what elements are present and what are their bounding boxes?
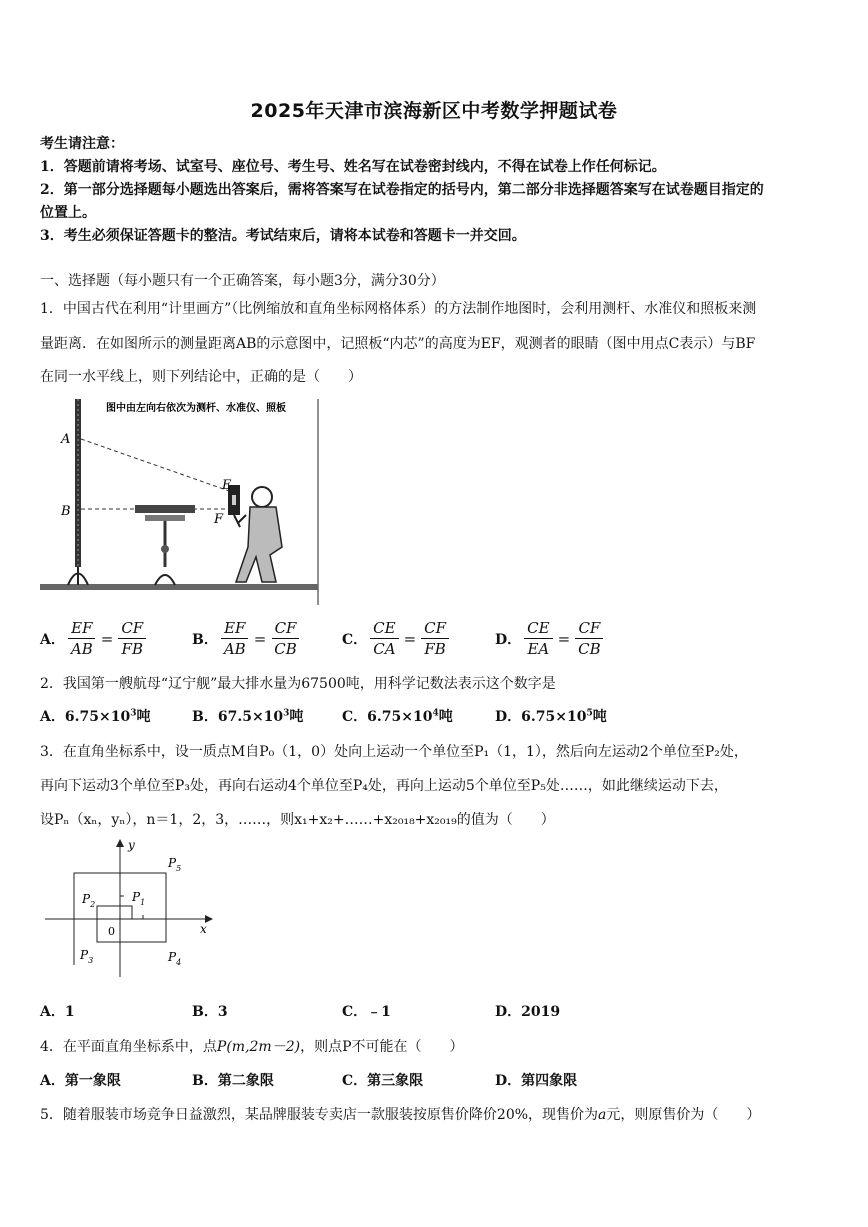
q3-axis-y: y: [128, 838, 135, 852]
q3-origin: 0: [108, 925, 115, 938]
q3-option-c[interactable]: C．﹣1: [342, 1004, 391, 1020]
notice-item-2-cont: 位置上。: [40, 205, 96, 221]
q1-label-b: B: [61, 504, 71, 519]
q3-label-p4: $P_4$: [168, 950, 182, 967]
q1-line-2: 量距离．在如图所示的测量距离AB的示意图中，记照板“内芯”的高度为EF，观测者的眼睛（图中用点C表示）与BF: [40, 336, 756, 352]
q1-option-d[interactable]: D． $\frac{CE}{EA}$ = $\frac{CF}{CB}$: [495, 618, 607, 659]
q4-options: [40, 1070, 840, 1094]
q3-coordinate-figure: [40, 835, 225, 980]
q3-options: [40, 1001, 840, 1025]
q1-measuring-figure: [40, 397, 320, 605]
q2-text: 2．我国第一艘航母“辽宁舰”最大排水量为67500吨，用科学记数法表示这个数字是: [40, 676, 556, 692]
q2-options: [40, 706, 840, 730]
q1-options: [40, 618, 840, 664]
q5-var: a: [598, 1107, 607, 1123]
q3-label-p1: $P_1$: [132, 890, 146, 907]
q4-option-b[interactable]: B．第二象限: [192, 1073, 274, 1089]
q3-line-3: 设Pₙ（xₙ，yₙ），n＝1，2，3，……，则x₁+x₂+……+x₂₀₁₈+x₂₀₁₉的值为（ ）: [40, 812, 555, 828]
notice-item-3: 3．考生必须保证答题卡的整洁。考试结束后，请将本试卷和答题卡一并交回。: [40, 228, 526, 244]
q1-line-3: 在同一水平线上，则下列结论中，正确的是（ ）: [40, 369, 362, 385]
notice-heading: 考生请注意：: [40, 136, 124, 152]
q1-figure-caption: 图中由左向右依次为测杆、水准仪、照板: [106, 403, 286, 414]
q4-option-d[interactable]: D．第四象限: [495, 1073, 578, 1089]
q2-option-a[interactable]: A．$6.75\times 10^3$吨: [40, 708, 151, 725]
q2-option-b[interactable]: B．$67.5\times 10^3$吨: [192, 708, 304, 725]
q3-axis-x: x: [200, 922, 207, 936]
notice-item-2: 2．第一部分选择题每小题选出答案后，需将答案写在试卷指定的括号内，第二部分非选择题答案写在试卷题目指定的: [40, 182, 764, 198]
q3-option-a[interactable]: A．1: [40, 1004, 75, 1020]
q1-label-e: E: [222, 478, 232, 493]
q3-line-2: 再向下运动3个单位至P₃处，再向右运动4个单位至P₄处，再向上运动5个单位至P₅处……，如此继续运动下去，: [40, 778, 728, 794]
q4-text: 4．在平面直角坐标系中，点P(m,2m－2)，则点P不可能在（ ）: [40, 1039, 464, 1055]
q4-option-a[interactable]: A．第一象限: [40, 1073, 121, 1089]
q5-text: 5．随着服装市场竞争日益激烈，某品牌服装专卖店一款服装按原售价降价20%，现售价为a元，则原售价为（ ）: [40, 1107, 761, 1123]
q3-option-d[interactable]: D．2019: [495, 1004, 561, 1020]
page-title: 2025年天津市滨海新区中考数学押题试卷: [250, 100, 618, 122]
q3-label-p2: $P_2$: [82, 892, 96, 909]
q3-label-p3: $P_3$: [80, 948, 94, 965]
q3-option-b[interactable]: B．3: [192, 1004, 228, 1020]
q1-option-b[interactable]: B． $\frac{EF}{AB}$ = $\frac{CF}{CB}$: [192, 618, 303, 659]
q4-point: P(m,2m－2): [216, 1039, 301, 1055]
q1-option-c[interactable]: C． $\frac{CE}{CA}$ = $\frac{CF}{FB}$: [342, 618, 452, 659]
q1-label-f: F: [214, 512, 224, 527]
q3-line-1: 3．在直角坐标系中，设一质点M自P₀（1，0）处向上运动一个单位至P₁（1，1），然后向左运动2个单位至P₂处，: [40, 744, 748, 760]
q2-option-d[interactable]: D．$6.75\times 10^5$吨: [495, 708, 607, 725]
q1-label-a: A: [61, 432, 71, 447]
q4-option-c[interactable]: C．第三象限: [342, 1073, 424, 1089]
q1-option-a[interactable]: A． $\frac{EF}{AB}$ = $\frac{CF}{FB}$: [40, 618, 149, 659]
q1-line-1: 1．中国古代在利用“计里画方”（比例缩放和直角坐标网格体系）的方法制作地图时，会利用测杆、水准仪和照板来测: [40, 301, 757, 317]
q3-label-p5: $P_5$: [168, 856, 182, 873]
q2-option-c[interactable]: C．$6.75\times 10^4$吨: [342, 708, 453, 725]
notice-item-1: 1．答题前请将考场、试室号、座位号、考生号、姓名写在试卷密封线内，不得在试卷上作任何标记。: [40, 159, 666, 175]
section-heading: 一、选择题（每小题只有一个正确答案，每小题3分，满分30分）: [40, 273, 445, 289]
